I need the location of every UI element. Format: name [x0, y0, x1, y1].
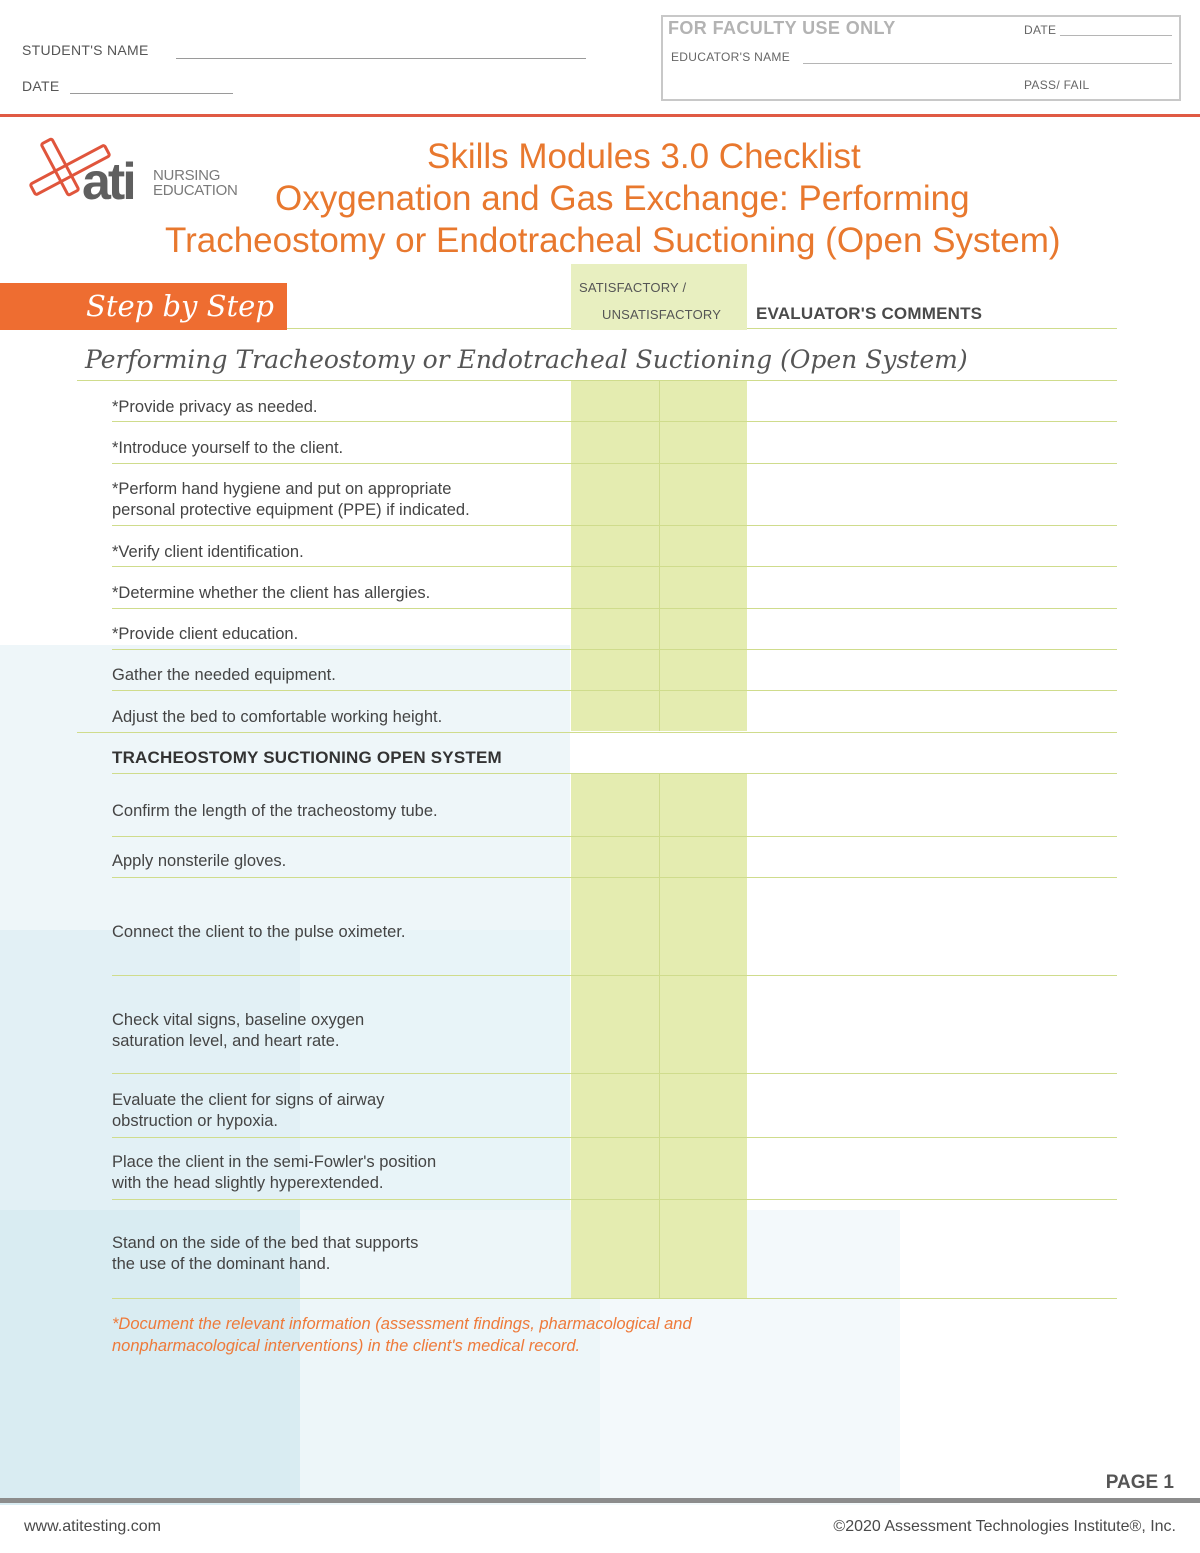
step-adjust-bed: Adjust the bed to comfortable working height. [112, 708, 443, 726]
step-verify-identification: *Verify client identification. [112, 543, 304, 561]
title-line-2: Oxygenation and Gas Exchange: Performing [275, 179, 970, 218]
row-rule [112, 1298, 1117, 1299]
faculty-date-field[interactable] [1060, 35, 1172, 36]
row-rule [112, 1137, 1117, 1138]
step-confirm-tube-length: Confirm the length of the tracheostomy tube. [112, 802, 438, 820]
unsatisfactory-column-a[interactable] [660, 381, 747, 731]
title-line-1: Skills Modules 3.0 Checklist [427, 137, 861, 176]
step-semi-fowler: Place the client in the semi-Fowler's position with the head slightly hyperextended. [112, 1153, 437, 1192]
step-client-education: *Provide client education. [112, 625, 299, 643]
step-allergies: *Determine whether the client has allergies. [112, 584, 431, 602]
row-rule [112, 836, 1117, 837]
evaluator-comments-header: EVALUATOR'S COMMENTS [756, 304, 983, 323]
row-rule [112, 1199, 1117, 1200]
faculty-title: FOR FACULTY USE ONLY [668, 18, 896, 38]
page-number: PAGE 1 [1105, 1472, 1174, 1493]
educator-name-label: EDUCATOR'S NAME [671, 50, 791, 64]
ati-logo-text: ati [82, 153, 134, 211]
row-rule [77, 732, 1117, 733]
footer-copyright: ©2020 Assessment Technologies Institute®, Inc. [833, 1518, 1176, 1535]
header-rule-left [287, 328, 571, 329]
step-pulse-oximeter: Connect the client to the pulse oximeter. [112, 923, 406, 941]
section-title: Performing Tracheostomy or Endotracheal Suctioning (Open System) [85, 345, 968, 374]
title-line-3: Tracheostomy or Endotracheal Suctioning (Open System) [165, 221, 1061, 260]
row-rule [112, 566, 1117, 567]
row-rule [112, 649, 1117, 650]
row-rule [112, 690, 1117, 691]
step-airway-obstruction: Evaluate the client for signs of airway obstruction or hypoxia. [112, 1091, 385, 1130]
row-rule [112, 975, 1117, 976]
step-introduce-yourself: *Introduce yourself to the client. [112, 439, 344, 457]
header-rule [0, 114, 1200, 117]
date-label: DATE [22, 78, 60, 94]
row-rule [112, 773, 1117, 774]
logo-nursing-text: NURSING [153, 167, 221, 184]
row-rule [112, 525, 1117, 526]
row-rule [112, 1073, 1117, 1074]
step-apply-gloves: Apply nonsterile gloves. [112, 852, 287, 870]
column-divider-b [659, 774, 660, 1298]
footer-url[interactable]: www.atitesting.com [24, 1518, 161, 1535]
satisfactory-column-a[interactable] [571, 381, 659, 731]
step-dominant-hand: Stand on the side of the bed that supports the use of the dominant hand. [112, 1234, 419, 1273]
satisfactory-header: SATISFACTORY / [579, 280, 687, 295]
step-gather-equipment: Gather the needed equipment. [112, 666, 336, 684]
unsatisfactory-column-b[interactable] [660, 774, 747, 1298]
subheading-tracheostomy: TRACHEOSTOMY SUCTIONING OPEN SYSTEM [112, 748, 502, 767]
logo-education-text: EDUCATION [153, 182, 238, 199]
faculty-date-label: DATE [1024, 23, 1057, 37]
row-rule [112, 421, 1117, 422]
column-divider-a [659, 381, 660, 731]
step-hand-hygiene: *Perform hand hygiene and put on appropriate personal protective equipment (PPE) if indicated. [112, 480, 470, 519]
row-rule [112, 608, 1117, 609]
step-vital-signs: Check vital signs, baseline oxygen saturation level, and heart rate. [112, 1011, 365, 1050]
step-provide-privacy: *Provide privacy as needed. [112, 398, 318, 416]
footer-rule [0, 1498, 1200, 1503]
educator-name-field[interactable] [803, 63, 1172, 64]
nursing-education-logo [153, 168, 238, 198]
step-by-step-label: Step by Step [86, 289, 274, 323]
student-name-label: STUDENT'S NAME [22, 42, 149, 58]
row-rule [112, 463, 1117, 464]
satisfactory-column-b[interactable] [571, 774, 659, 1298]
row-rule [112, 877, 1117, 878]
unsatisfactory-header: UNSATISFACTORY [602, 307, 722, 322]
documentation-footnote: *Document the relevant information (assessment findings, pharmacological and nonpharmacological interventions) in the client's medical record. [112, 1315, 692, 1355]
pass-fail-label: PASS/ FAIL [1024, 78, 1090, 92]
header-rule-right [747, 328, 1117, 329]
date-field[interactable] [70, 93, 233, 94]
student-name-field[interactable] [176, 58, 586, 59]
